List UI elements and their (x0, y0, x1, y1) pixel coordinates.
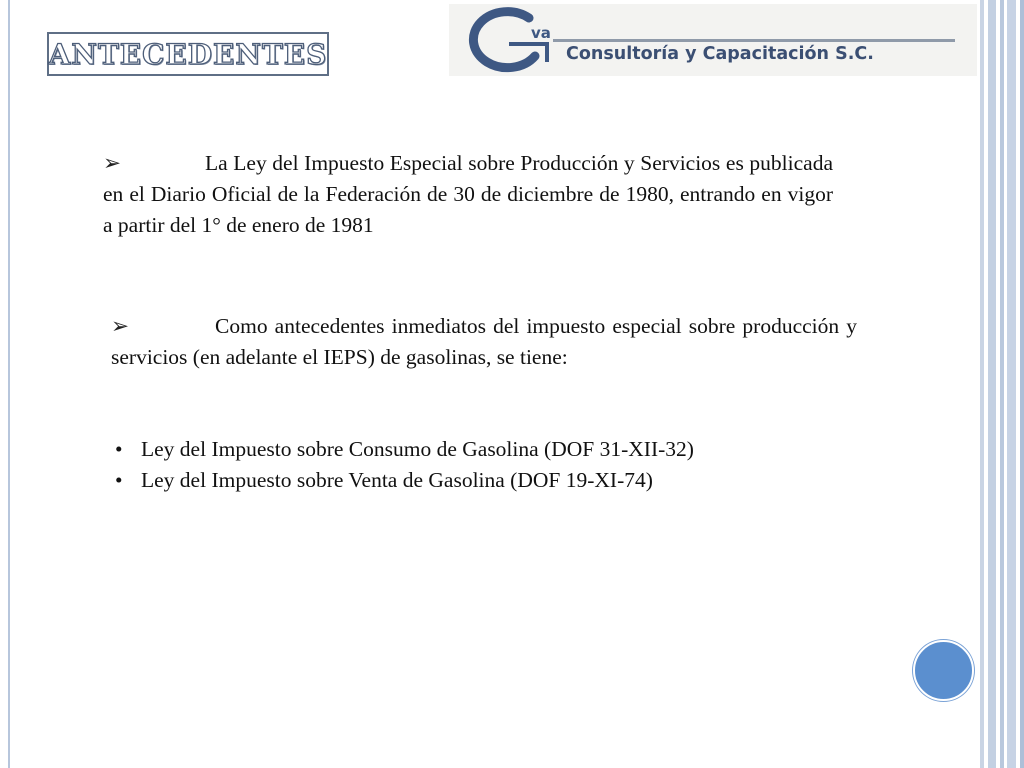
logo-divider (553, 39, 955, 42)
logo-mark-text: va (531, 24, 551, 42)
slide-title-box (47, 32, 329, 76)
paragraph-1 (103, 148, 833, 241)
list-item-text: Ley del Impuesto sobre Venta de Gasolina (DOF 19-XI-74) (141, 467, 653, 492)
arrow-bullet-icon: ➢ (103, 151, 122, 175)
list-item (111, 465, 851, 496)
list-item (111, 434, 851, 465)
paragraph-1-text: La Ley del Impuesto Especial sobre Producción y Servicios es publicada en el Diario Oficial de la Federación de 30 de diciembre de 1980, entrando en vigor a partir del 1° de enero de 1981 (103, 151, 833, 237)
company-name: Consultoría y Capacitación S.C. (566, 44, 874, 64)
left-border-line (8, 0, 10, 768)
list-item-text: Ley del Impuesto sobre Consumo de Gasolina (DOF 31-XII-32) (141, 437, 694, 461)
paragraph-2-text: Como antecedentes inmediatos del impuesto especial sobre producción y servicios (en adelante el IEPS) de gasolinas, se tiene: (111, 314, 857, 369)
paragraph-2 (111, 311, 857, 373)
company-logo (449, 4, 977, 76)
bullet-dot-icon: • (115, 437, 123, 461)
arrow-bullet-icon: ➢ (111, 314, 130, 338)
bullet-list (111, 434, 851, 495)
slide-nav-circle[interactable] (913, 640, 974, 701)
slide-title: ANTECEDENTES (48, 37, 328, 71)
right-decorative-band (980, 0, 1024, 768)
bullet-dot-icon: • (115, 467, 123, 492)
